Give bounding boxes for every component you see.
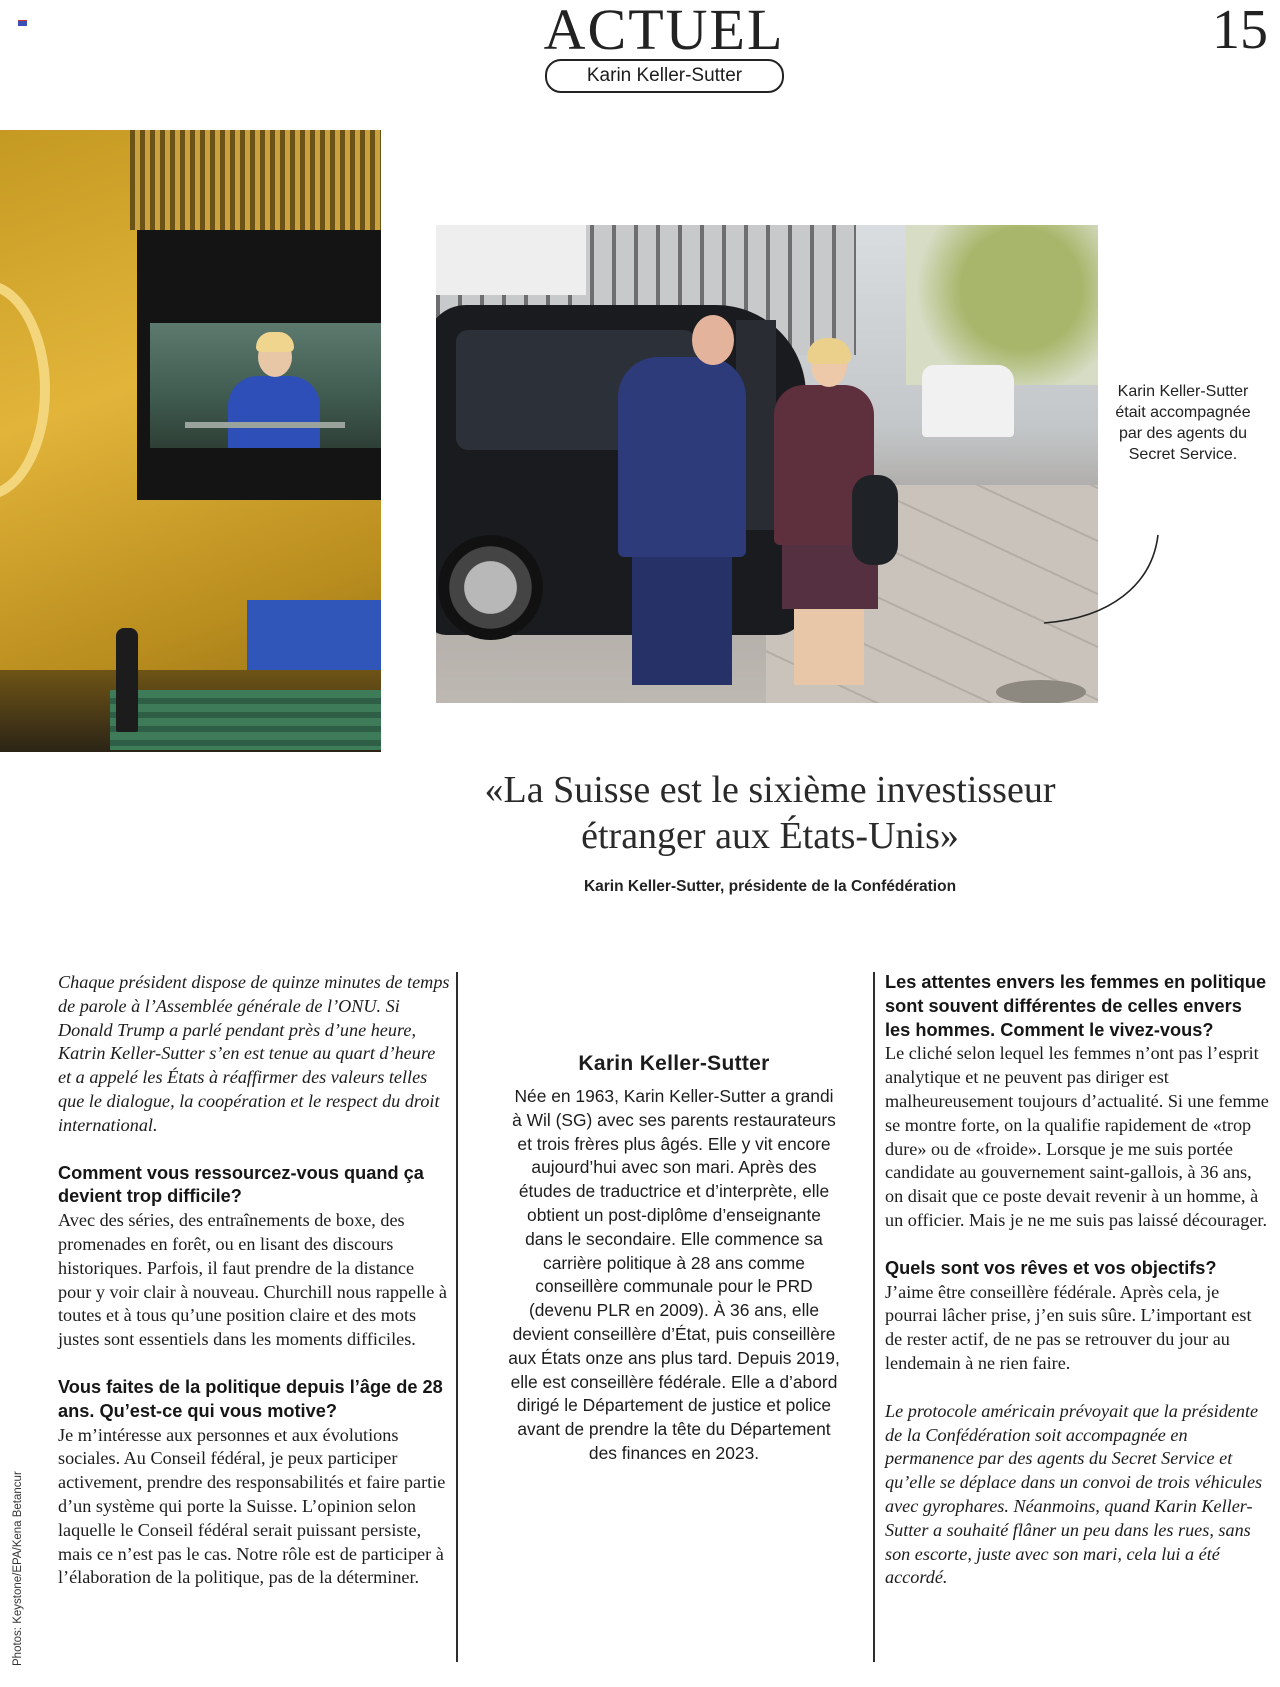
section-title: ACTUEL [543,0,785,62]
intro-paragraph: Chaque président dispose de quinze minutes de temps de parole à l’Assemblée générale de l’ONU. Si Donald Trump a parlé pendant près d’une heure, Katrin Keller-Sutter s’en est tenue au quart d’heure et a appelé les États à réaffirmer des valeurs telles que le dialogue, la coopération et le respect du droit international. [58,972,450,1135]
pull-quote: «La Suisse est le sixième investisseur étranger aux États-Unis» [484,769,1056,857]
column-divider [873,972,875,1662]
answer-paragraph: Je m’intéresse aux personnes et aux évolutions sociales. Au Conseil fédéral, je peux participer activement, prendre des responsabilités et faire partie d’un système qui porte la Suisse. L’opinion selon laquelle le Conseil fédéral serait puissant persiste, mais ce n’est pas le cas. Notre rôle est de participer à l’élaboration de la politique, pas de la déterminer. [58,1424,446,1588]
agent-figure [618,357,746,557]
question-heading: Comment vous ressourcez-vous quand ça devient trop difficile? [58,1162,424,1207]
suv-wheel [438,535,543,640]
answer-paragraph: Avec des séries, des entraînements de boxe, des promenades en forêt, ou en lisant des discours historiques. Parfois, il faut prendre de la distance pour y voir clair à nouveau. Churchill nous rappelle à toutes et à tous qu’une position claire et des mots justes sont essentiels dans les moments difficiles. [58,1210,447,1350]
agent-head [692,315,734,365]
awning [436,225,586,295]
green-steps [110,690,381,750]
white-van [922,365,1014,437]
street-trees [906,225,1098,385]
photo-caption: Karin Keller-Sutter était accompagnée par des agents du Secret Service. [1115,383,1251,463]
podium [185,422,345,428]
bio-box [508,1052,840,1466]
quote-attribution: Karin Keller-Sutter, présidente de la Confédération [583,878,957,895]
woman-hair [807,338,851,364]
left-column [58,971,450,1590]
question-heading: Quels sont vos rêves et vos objectifs? [885,1257,1217,1278]
bio-text: Née en 1963, Karin Keller-Sutter a grandi à Wil (SG) avec ses parents restaurateurs et trois frères plus âgés. Elle y vit encore aujourd’hui avec son mari. Après des études de traductrice et d’interprète, elle obtient un post-diplôme d’enseignante dans le secondaire. Elle commence sa carrière politique à 28 ans comme conseillère communale pour le PRD (devenu PLR en 2009). À 36 ans, elle devient conseillère d’État, puis conseillère aux États onze ans plus tard. Depuis 2019, elle est conseillère fédérale. Elle a d’abord dirigé le Département de justice et police avant de prendre la tête du Département des finances en 2023. [508,1086,840,1463]
closing-paragraph: Le protocole américain prévoyait que la présidente de la Confédération soit accompagnée en permanence par des agents du Secret Service et qu’elle se déplace dans un convoi de trois véhicules avec gyrophares. Néanmoins, quand Karin Keller-Sutter a souhaité flâner un peu dans les rues, sans son escorte, juste avec son mari, cela lui a été accordé. [885,1400,1263,1588]
sidewalk-marker [996,680,1086,703]
callout-line [1040,530,1170,630]
speaker-hair [256,332,294,352]
page-number: 15 [1212,0,1268,61]
answer-paragraph: J’aime être conseillère fédérale. Après cela, je pourrai lâcher prise, j’en suis sûre. L’important est de rester actif, de ne pas se retrouver du jour au lendemain à ne rien faire. [885,1281,1252,1373]
gold-wall-panel [130,130,381,230]
speaker-figure [228,376,320,448]
street-arrival-photo [436,225,1098,703]
topic-tag: Karin Keller-Sutter [545,59,784,93]
question-heading: Vous faites de la politique depuis l’âge de 28 ans. Qu’est-ce qui vous motive? [58,1376,443,1421]
un-assembly-photo [0,130,381,752]
un-emblem [0,280,50,500]
photo-credit: Photos: Keystone/EPA/Kena Betancur [12,1471,24,1666]
agent-legs [632,545,732,685]
woman-legs [794,605,864,685]
guard-figure [116,628,138,732]
question-heading: Les attentes envers les femmes en politique sont souvent différentes de celles envers les hommes. Comment le vivez-vous? [885,972,1267,1040]
carried-coat [852,475,898,565]
right-column [885,971,1269,1590]
column-divider [456,972,458,1662]
answer-paragraph: Le cliché selon lequel les femmes n’ont pas l’esprit analytique et ne peuvent pas diriger est malheureusement toujours d’actualité. Si une femme se montre forte, on la qualifie rapidement de «trop dure» ou de «froide». Lorsque je me suis portée candidate au gouvernement saint-gallois, à 36 ans, on disait que ce poste devait revenir à un homme, à un officier. Mais je ne me suis pas laissé décourager. [885,1043,1269,1230]
bio-title: Karin Keller-Sutter [578,1052,770,1075]
